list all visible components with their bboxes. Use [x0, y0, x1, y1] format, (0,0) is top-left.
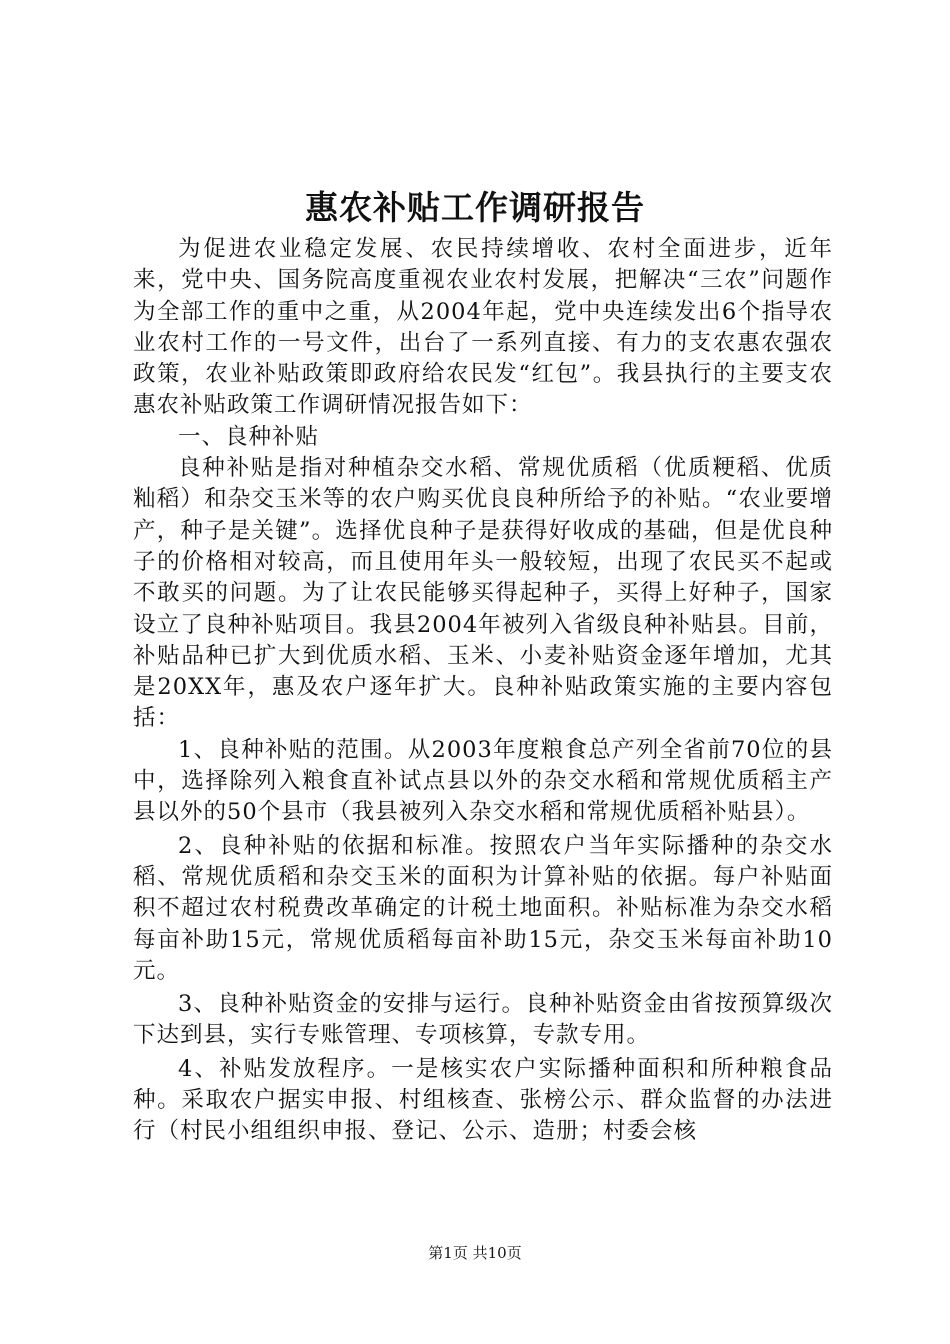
paragraph-subsidy-scope: 1、良种补贴的范围。从2003年度粮食总产列全省前70位的县中，选择除列入粮食直补试点县以外的杂交水稻和常规优质稻主产县以外的50个县市（我县被列入杂交水稻和常规优质稻补贴县）。 [133, 736, 833, 826]
section-heading-seed-subsidy: 一、良种补贴 [178, 423, 320, 450]
document-title: 惠农补贴工作调研报告 [305, 188, 645, 227]
paragraph-subsidy-procedure: 4、补贴发放程序。一是核实农户实际播种面积和所种粮食品种。采取农户据实申报、村组核查、张榜公示、群众监督的办法进行（村民小组组织申报、登记、公示、造册；村委会核 [133, 1055, 833, 1145]
paragraph-seed-subsidy: 良种补贴是指对种植杂交水稻、常规优质稻（优质粳稻、优质籼稻）和杂交玉米等的农户购买优良良种所给予的补贴。“农业要增产，种子是关键”。选择优良种子是获得好收成的基础，但是优良种子的价格相对较高，而且使用年头一般较短，出现了农民买不起或不敢买的问题。为了让农民能够买得起种子，买得上好种子，国家设立了良种补贴项目。我县2004年被列入省级良种补贴县。目前，补贴品种已扩大到优质水稻、玉米、小麦补贴资金逐年增加，尤其是20XX年，惠及农户逐年扩大。良种补贴政策实施的主要内容包括： [133, 455, 833, 732]
paragraph-subsidy-funds: 3、良种补贴资金的安排与运行。良种补贴资金由省按预算级次下达到县，实行专账管理、专项核算，专款专用。 [133, 991, 833, 1049]
document-body [133, 234, 833, 1148]
paragraph-subsidy-basis: 2、良种补贴的依据和标准。按照农户当年实际播种的杂交水稻、常规优质稻和杂交玉米的面积为计算补贴的依据。每户补贴面积不超过农村税费改革确定的计税土地面积。补贴标准为杂交水稻每亩补助15元，常规优质稻每亩补助15元，杂交玉米每亩补助10元。 [133, 832, 833, 984]
page-number: 第1页 共10页 [428, 1244, 522, 1262]
paragraph-intro: 为促进农业稳定发展、农民持续增收、农村全面进步，近年来，党中央、国务院高度重视农业农村发展，把解决“三农”问题作为全部工作的重中之重，从2004年起，党中央连续发出6个指导农业农村工作的一号文件，出台了一系列直接、有力的支农惠农强农政策，农业补贴政策即政府给农民发“红包”。我县执行的主要支农惠农补贴政策工作调研情况报告如下： [133, 236, 833, 419]
